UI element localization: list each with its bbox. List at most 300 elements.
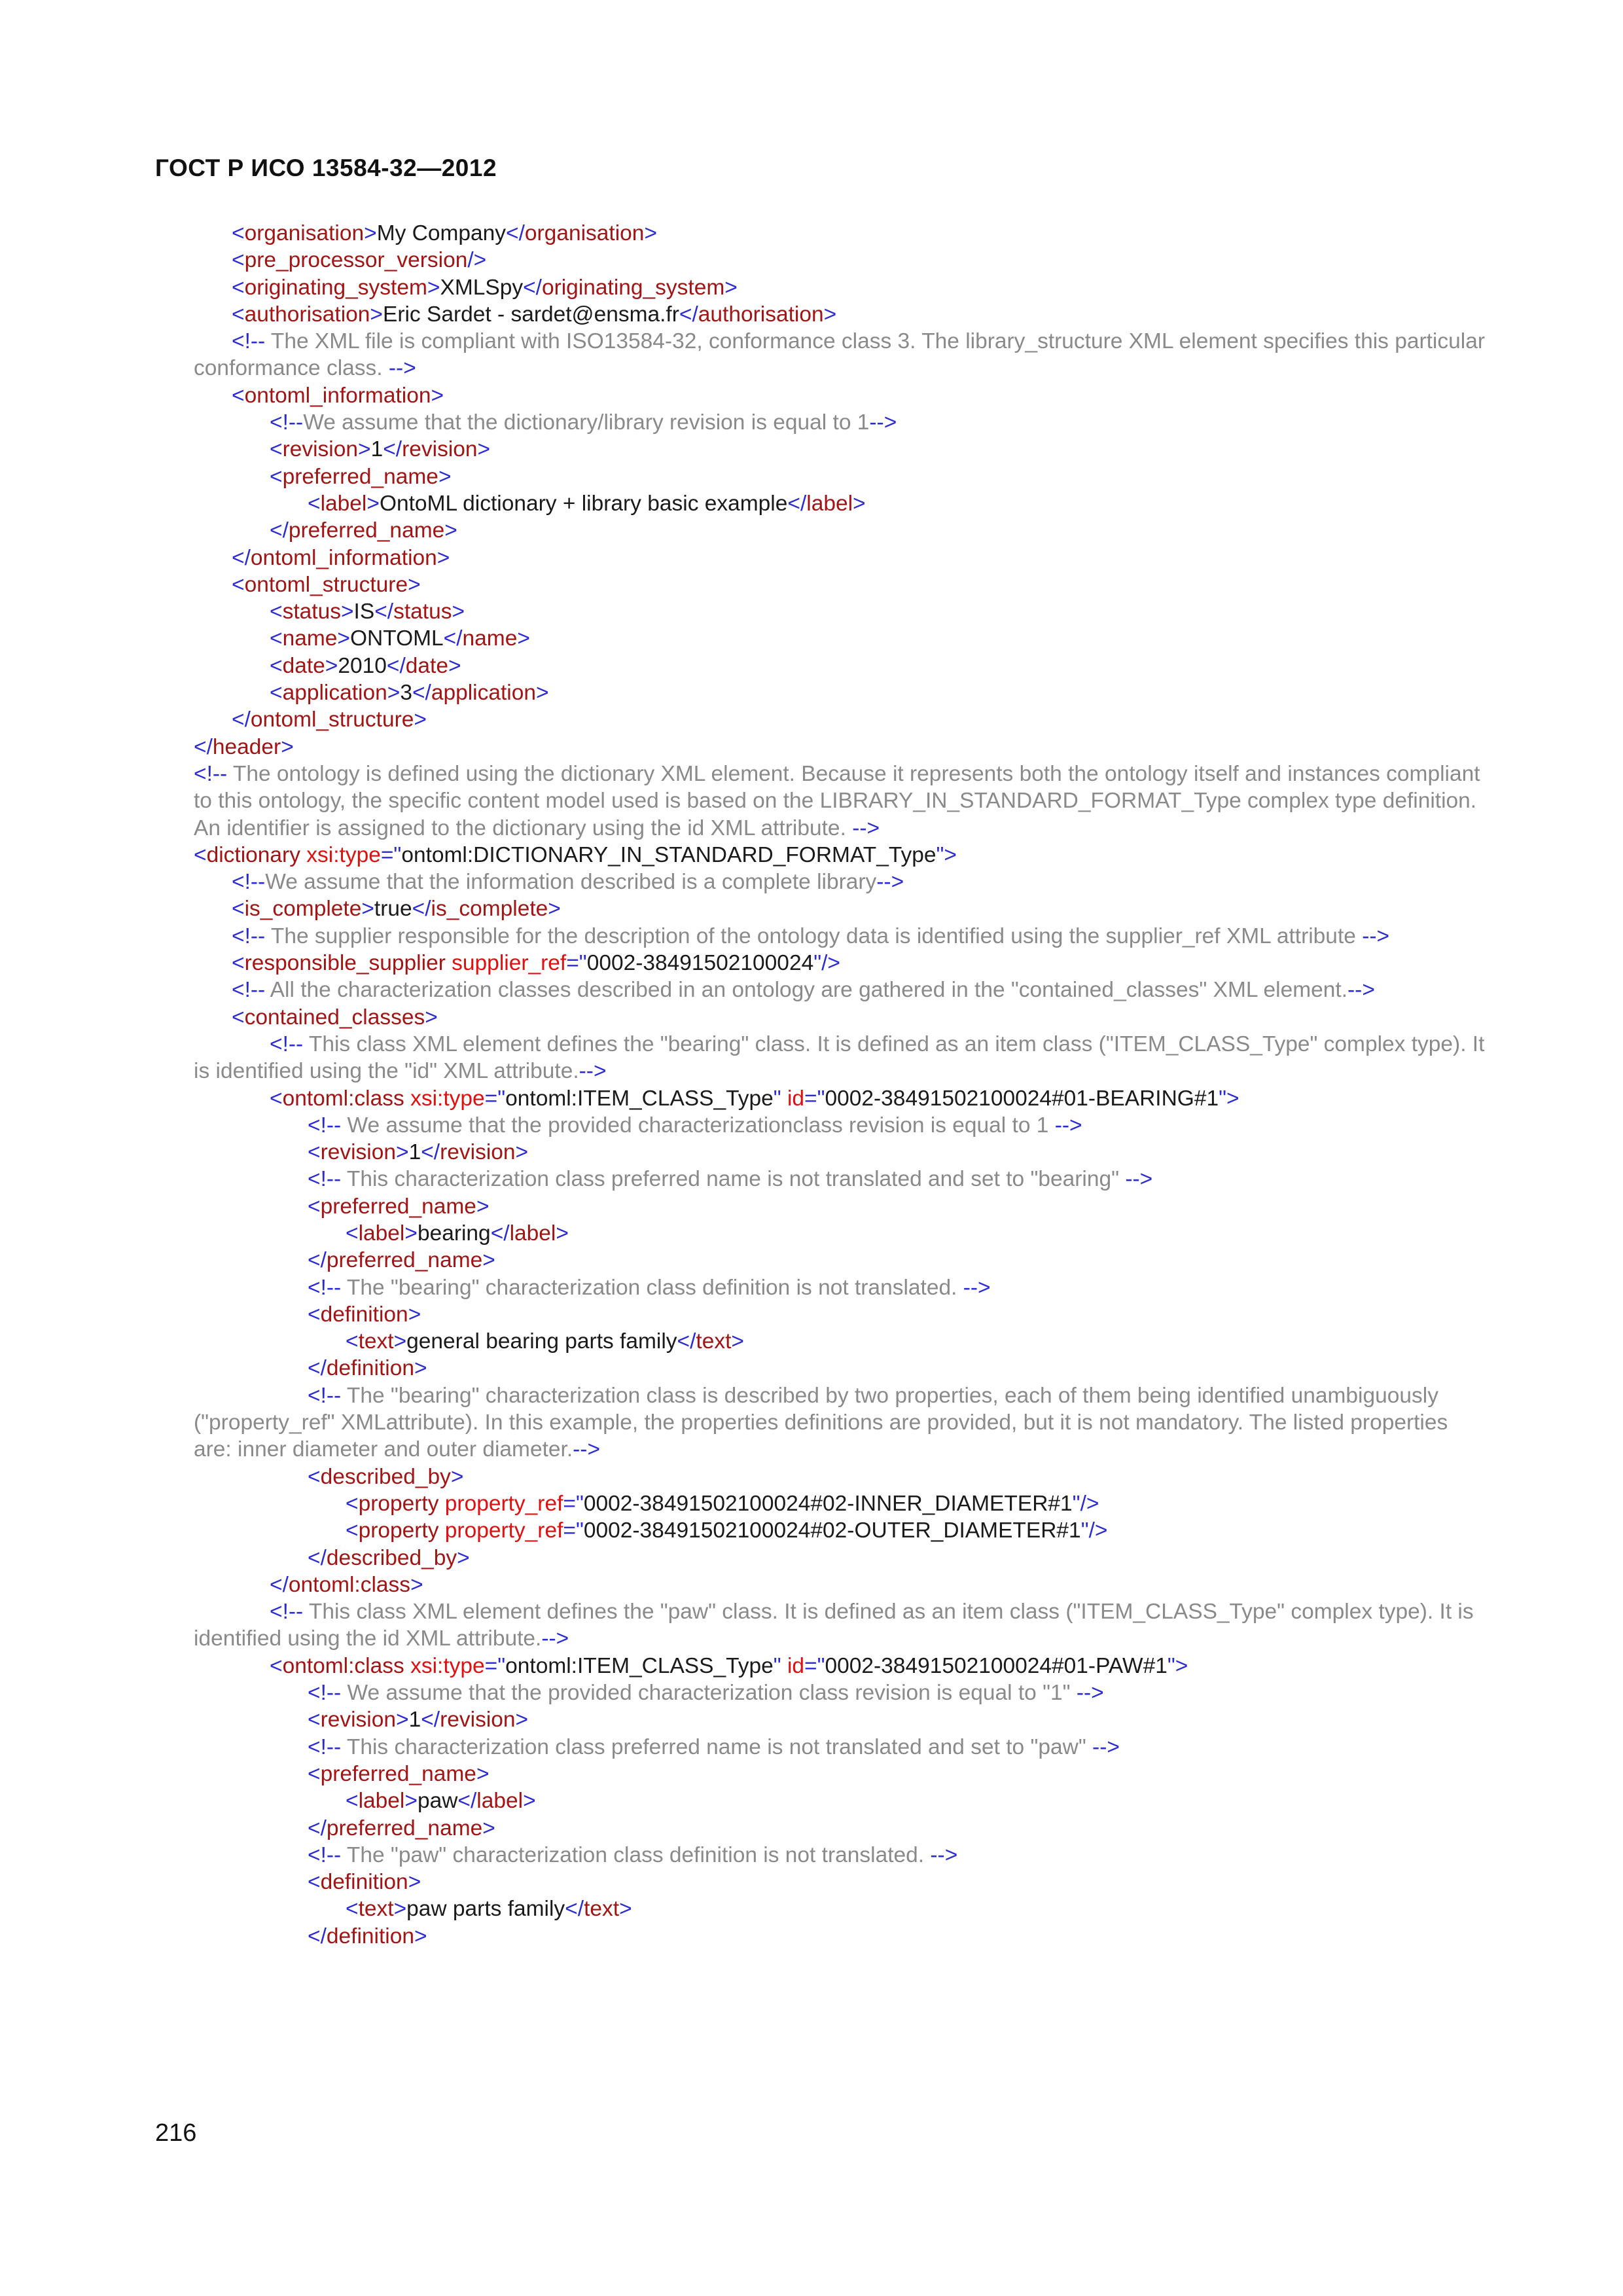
attribute-value: ontoml:ITEM_CLASS_Type [505,1086,774,1111]
comment-text: This characterization class preferred name is not translated and set to "paw" [346,1734,1093,1759]
comment-delimiter: --> [1347,978,1375,1003]
tag-bracket: > [523,1789,536,1814]
element-name: preferred_name [326,1816,483,1840]
tag-bracket: > [448,653,461,678]
tag-bracket: > [340,600,354,624]
element-name: label [358,1221,405,1246]
attribute-name: id [787,1086,805,1111]
code-line [194,761,1489,842]
tag-bracket: < [232,951,245,976]
element-text: Eric Sardet - sardet@ensma.fr [382,302,679,327]
element-name: organisation [244,221,365,245]
code-line [232,706,1489,733]
tag-bracket: </ [787,491,807,516]
element-name: originating_system [541,275,725,300]
element-text: OntoML dictionary + library basic example [379,491,788,516]
tag-bracket: > [425,1005,438,1030]
element-name: label [806,491,853,516]
tag-bracket: > [644,221,658,245]
attribute-value: 0002-38491502100024 [586,951,814,976]
code-line [232,247,1489,274]
element-name: text [358,1897,394,1922]
tag-bracket: =" [566,951,587,976]
tag-bracket: > [396,1140,409,1165]
tag-bracket: < [308,1302,321,1327]
tag-bracket: > [823,302,837,327]
comment-text: This class XML element defines the "bearing" class. It is defined as an item class ("ITEM_CLASS_Type" complex type). It is identified using the "id" XML attribute. [194,1031,1491,1084]
comment-delimiter: <!-- [308,1383,347,1408]
element-name: label [358,1789,405,1814]
element-text: 1 [408,1140,421,1165]
code-line [194,923,1489,950]
element-name: status [393,600,452,624]
code-line [346,1787,1489,1814]
tag-bracket: > [444,518,457,543]
tag-bracket: < [346,1329,359,1354]
tag-bracket: < [308,1140,321,1165]
attribute-name: id [787,1653,805,1678]
element-text: ONTOML [349,626,444,651]
code-line [270,517,1489,544]
tag-bracket: " [773,1653,787,1678]
tag-bracket: > [536,681,549,706]
tag-bracket: > [358,437,371,462]
tag-bracket: > [325,653,338,678]
comment-text: The "bearing" characterization class definition is not translated. [346,1275,963,1300]
element-name: label [509,1221,556,1246]
element-text: My Company [376,221,507,245]
code-line [232,274,1489,301]
tag-bracket: < [308,1870,321,1895]
code-line [308,1463,1489,1490]
tag-bracket: < [232,302,245,327]
code-line [308,1247,1489,1274]
code-line [270,436,1489,463]
tag-bracket: =" [484,1086,506,1111]
code-line [346,1895,1489,1922]
tag-bracket: < [232,572,245,597]
code-line [308,1869,1489,1895]
tag-bracket: < [346,1491,359,1516]
tag-bracket: =" [484,1653,506,1678]
tag-bracket: > [476,1761,490,1786]
tag-bracket: > [361,897,374,922]
tag-bracket: < [270,681,283,706]
comment-text: We assume that the provided characterization class revision is equal to "1" [347,1681,1077,1706]
code-line [270,1085,1489,1112]
code-line [232,869,1489,895]
code-line [308,1706,1489,1733]
element-name: pre_processor_version [244,248,468,273]
element-name: label [476,1789,524,1814]
tag-bracket: > [437,545,450,570]
code-line [346,1220,1489,1247]
tag-bracket: > [438,464,452,489]
comment-delimiter: --> [1092,1734,1120,1759]
element-name: ontoml_information [244,383,431,408]
tag-bracket: =" [563,1518,584,1543]
comment-text: We assume that the dictionary/library revision is equal to 1 [303,410,870,435]
code-line [194,842,1489,869]
comment-delimiter: --> [869,410,897,435]
element-name: application [431,681,537,706]
element-name: definition [326,1356,414,1381]
element-name: preferred_name [282,464,438,489]
element-name: text [584,1897,620,1922]
tag-bracket: </ [565,1897,584,1922]
code-line [232,571,1489,598]
comment-text: This characterization class preferred name is not translated and set to "bearing" [346,1167,1126,1192]
tag-bracket: > [450,1464,464,1489]
comment-delimiter: --> [579,1059,607,1084]
page-number: 216 [155,2119,197,2147]
tag-bracket: < [232,248,245,273]
tag-bracket: </ [490,1221,510,1246]
element-name: header [212,734,281,759]
comment-delimiter: <!-- [232,870,266,895]
comment-delimiter: --> [930,1842,958,1867]
comment-delimiter: --> [1362,924,1390,948]
tag-bracket: > [366,491,380,516]
code-line [194,1031,1489,1085]
element-name: ontoml_structure [244,572,408,597]
code-line [270,463,1489,490]
tag-bracket: </ [523,275,542,300]
tag-bracket: > [548,897,561,922]
code-line [308,1734,1489,1761]
code-line [194,977,1489,1003]
code-line [346,1517,1489,1544]
tag-bracket: </ [374,600,394,624]
tag-bracket: </ [308,1248,327,1273]
comment-delimiter: <!-- [232,329,271,354]
attribute-value: ontoml:DICTIONARY_IN_STANDARD_FORMAT_Type [401,842,936,867]
tag-bracket: < [308,1194,321,1219]
element-name: originating_system [244,275,427,300]
tag-bracket: > [370,302,383,327]
tag-bracket: > [452,600,465,624]
element-name: name [462,626,518,651]
tag-bracket: > [457,1545,470,1570]
comment-delimiter: <!-- [232,924,271,948]
code-line [232,301,1489,328]
element-name: preferred_name [326,1248,483,1273]
code-line [194,328,1489,382]
comment-delimiter: <!-- [308,1167,347,1192]
tag-bracket: > [515,1708,529,1732]
element-text: bearing [417,1221,491,1246]
element-name: status [282,600,341,624]
tag-bracket: < [232,275,245,300]
element-name: ontoml_structure [250,708,414,732]
code-line [308,1166,1489,1193]
tag-bracket: > [724,275,738,300]
tag-bracket: < [346,1221,359,1246]
element-text: paw [417,1789,458,1814]
attribute-name: xsi:type [410,1086,485,1111]
element-text: paw parts family [406,1897,565,1922]
tag-bracket: > [364,221,377,245]
code-line [308,1815,1489,1842]
tag-bracket: > [393,1329,407,1354]
element-name: authorisation [244,302,370,327]
code-line [308,490,1489,517]
attribute-value: 0002-38491502100024#01-BEARING#1 [825,1086,1219,1111]
code-line [346,1490,1489,1517]
comment-delimiter: <!-- [270,1031,309,1056]
comment-text: We assume that the provided characterizationclass revision is equal to 1 [347,1113,1055,1138]
element-text: 1 [408,1708,421,1732]
element-name: text [696,1329,732,1354]
comment-text: All the characterization classes described in an ontology are gathered in the "contained_classes" XML element. [270,978,1348,1003]
attribute-value: 0002-38491502100024#02-INNER_DIAMETER#1 [583,1491,1073,1516]
attribute-value: ontoml:ITEM_CLASS_Type [505,1653,774,1678]
tag-bracket: > [408,572,421,597]
code-line [308,1923,1489,1950]
comment-delimiter: <!-- [308,1113,348,1138]
code-line [308,1545,1489,1571]
xml-code-listing [194,220,1489,1950]
tag-bracket: > [515,1140,529,1165]
code-line [270,1571,1489,1598]
tag-bracket: > [396,1708,409,1732]
element-name: name [282,626,338,651]
comment-delimiter: --> [388,356,416,381]
element-name: authorisation [698,302,824,327]
comment-delimiter: <!-- [270,410,304,435]
comment-delimiter: --> [1125,1167,1153,1192]
comment-delimiter: <!-- [232,978,270,1003]
element-text: 2010 [338,653,387,678]
element-name: organisation [524,221,645,245]
tag-bracket: < [270,626,283,651]
element-name: preferred_name [288,518,445,543]
tag-bracket: > [619,1897,632,1922]
attribute-value: 0002-38491502100024#02-OUTER_DIAMETER#1 [583,1518,1081,1543]
element-name: revision [282,437,359,462]
comment-delimiter: <!-- [308,1734,347,1759]
element-name: is_complete [244,897,362,922]
tag-bracket: =" [804,1086,825,1111]
tag-bracket: < [232,897,245,922]
code-line [232,1004,1489,1031]
code-line [194,734,1489,761]
code-line [270,625,1489,652]
element-name: revision [402,437,478,462]
tag-bracket: > [731,1329,744,1354]
element-name: responsible_supplier [244,951,452,976]
code-line [308,1274,1489,1301]
tag-bracket: </ [308,1816,327,1840]
tag-bracket: " [773,1086,787,1111]
comment-delimiter: <!-- [308,1275,347,1300]
tag-bracket: </ [232,545,251,570]
attribute-name: supplier_ref [452,951,567,976]
comment-text: We assume that the information described is a complete library [265,870,877,895]
comment-delimiter: --> [963,1275,991,1300]
tag-bracket: > [517,626,530,651]
tag-bracket: < [270,653,283,678]
element-name: preferred_name [320,1194,476,1219]
tag-bracket: < [270,437,283,462]
code-line [308,1679,1489,1706]
code-line [270,1653,1489,1679]
attribute-name: property_ref [444,1491,563,1516]
element-name: property [358,1518,445,1543]
tag-bracket: "/> [813,951,840,976]
tag-bracket: /> [467,248,487,273]
comment-delimiter: <!-- [308,1842,347,1867]
code-line [194,1382,1489,1463]
tag-bracket: "> [936,842,957,867]
tag-bracket: </ [677,1329,696,1354]
element-name: dictionary [206,842,307,867]
comment-delimiter: --> [573,1437,601,1462]
element-text: 3 [400,681,412,706]
element-name: definition [326,1924,414,1948]
element-name: property [358,1491,445,1516]
element-name: date [405,653,448,678]
comment-delimiter: <!-- [194,761,233,786]
tag-bracket: > [853,491,866,516]
code-line [232,382,1489,409]
comment-delimiter: --> [541,1626,569,1651]
comment-text: The "bearing" characterization class is described by two properties, each of them being identified unambiguously ("property_ref" XMLattribute). In this example, the properties definitions are provided, but it is not mandatory. The listed properties are: inner diameter and outer diameter. [194,1383,1454,1462]
tag-bracket: > [414,708,427,732]
element-name: contained_classes [244,1005,425,1030]
element-name: text [358,1329,394,1354]
standard-header: ГОСТ Р ИСО 13584-32—2012 [155,154,497,181]
tag-bracket: > [408,1870,421,1895]
tag-bracket: > [281,734,294,759]
tag-bracket: > [337,626,350,651]
tag-bracket: </ [308,1356,327,1381]
code-line [346,1328,1489,1355]
element-name: revision [440,1140,516,1165]
code-line [308,1139,1489,1166]
tag-bracket: "> [1219,1086,1240,1111]
tag-bracket: </ [232,708,251,732]
tag-bracket: </ [679,302,698,327]
tag-bracket: > [408,1302,421,1327]
tag-bracket: </ [383,437,402,462]
tag-bracket: "/> [1072,1491,1099,1516]
tag-bracket: > [393,1897,407,1922]
tag-bracket: < [232,1005,245,1030]
tag-bracket: < [308,1761,321,1786]
code-line [270,409,1489,436]
tag-bracket: > [414,1924,427,1948]
element-name: revision [320,1140,397,1165]
tag-bracket: < [308,491,321,516]
tag-bracket: < [232,383,245,408]
element-text: 1 [370,437,383,462]
element-name: described_by [320,1464,451,1489]
element-name: revision [440,1708,516,1732]
element-name: label [320,491,367,516]
tag-bracket: > [482,1248,495,1273]
element-name: revision [320,1708,397,1732]
element-name: described_by [326,1545,457,1570]
tag-bracket: > [427,275,440,300]
code-line [308,1301,1489,1328]
code-line [232,545,1489,571]
element-name: ontoml:class [282,1653,411,1678]
comment-text: The supplier responsible for the description of the ontology data is identified using the supplier_ref XML attribute [270,924,1363,948]
code-line [194,1598,1489,1653]
tag-bracket: </ [308,1924,327,1948]
code-line [270,598,1489,625]
tag-bracket: =" [563,1491,584,1516]
attribute-name: property_ref [444,1518,563,1543]
comment-text: The XML file is compliant with ISO13584-32, conformance class 3. The library_structure XML element specifies this particular conformance class. [194,329,1491,381]
comment-delimiter: <!-- [308,1681,348,1706]
code-line [308,1842,1489,1869]
comment-text: This class XML element defines the "paw" class. It is defined as an item class ("ITEM_CLASS_Type" complex type). It is identified using the id XML attribute. [194,1600,1480,1651]
tag-bracket: > [431,383,444,408]
tag-bracket: < [270,1653,283,1678]
code-line [308,1761,1489,1787]
tag-bracket: > [404,1221,418,1246]
tag-bracket: > [414,1356,427,1381]
element-text: true [374,897,412,922]
attribute-name: xsi:type [410,1653,485,1678]
tag-bracket: </ [270,1572,289,1597]
tag-bracket: =" [804,1653,825,1678]
element-name: ontoml_information [250,545,437,570]
tag-bracket: < [270,1086,283,1111]
element-text: IS [353,600,375,624]
tag-bracket: > [410,1572,423,1597]
element-name: ontoml:class [288,1572,411,1597]
comment-delimiter: --> [1054,1113,1082,1138]
tag-bracket: "> [1167,1653,1188,1678]
tag-bracket: </ [506,221,525,245]
element-name: definition [320,1870,408,1895]
comment-delimiter: --> [876,870,904,895]
element-name: definition [320,1302,408,1327]
element-name: date [282,653,325,678]
tag-bracket: </ [457,1789,477,1814]
tag-bracket: < [270,464,283,489]
tag-bracket: </ [194,734,213,759]
code-line [232,950,1489,977]
tag-bracket: </ [412,897,431,922]
element-text: XMLSpy [440,275,524,300]
comment-delimiter: --> [1076,1681,1104,1706]
tag-bracket: </ [308,1545,327,1570]
tag-bracket: </ [270,518,289,543]
attribute-name: xsi:type [306,842,381,867]
code-line [232,895,1489,922]
tag-bracket: < [308,1708,321,1732]
tag-bracket: > [482,1816,495,1840]
tag-bracket: </ [421,1140,440,1165]
tag-bracket: < [270,600,283,624]
tag-bracket: < [346,1789,359,1814]
tag-bracket: < [308,1464,321,1489]
code-line [308,1112,1489,1139]
tag-bracket: </ [386,653,406,678]
tag-bracket: </ [443,626,463,651]
tag-bracket: > [477,437,491,462]
element-name: application [282,681,387,706]
tag-bracket: > [476,1194,490,1219]
tag-bracket: =" [380,842,402,867]
comment-text: The "paw" characterization class definition is not translated. [346,1842,931,1867]
tag-bracket: </ [412,681,431,706]
attribute-value: 0002-38491502100024#01-PAW#1 [825,1653,1168,1678]
